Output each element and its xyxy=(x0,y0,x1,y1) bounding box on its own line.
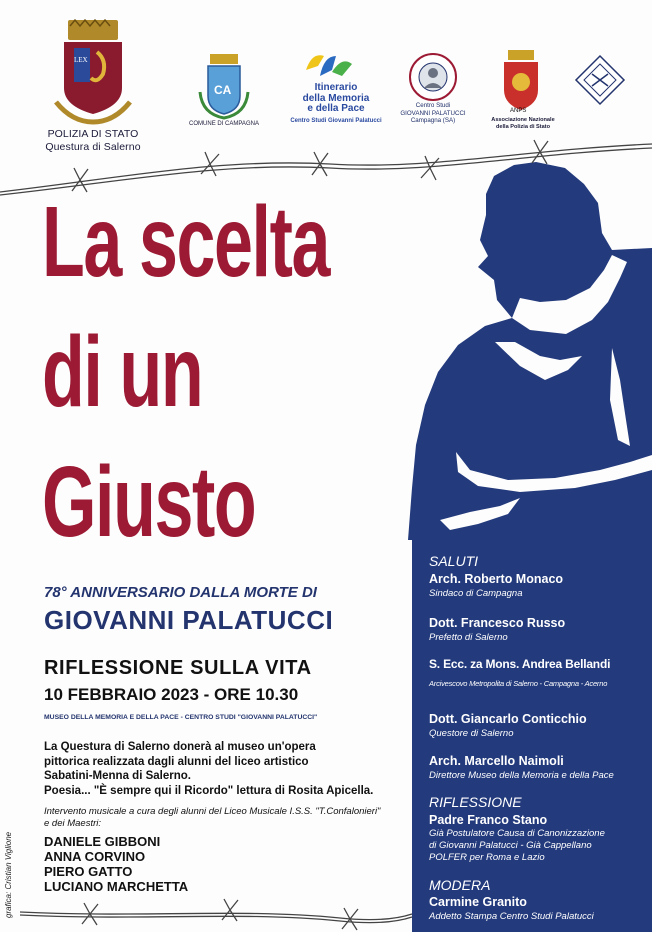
campagna-caption: COMUNE DI CAMPAGNA xyxy=(189,121,259,127)
reflector-role: POLFER per Roma e Lazio xyxy=(429,852,545,863)
anps-caption: Associazione Nazionale della Polizia di Stato xyxy=(491,117,555,130)
centro-studi-seal-logo xyxy=(406,52,460,102)
polizia-crest-logo xyxy=(52,18,134,126)
event-headline: RIFLESSIONE SULLA VITA xyxy=(44,657,312,679)
centro-studi-caption: Centro Studi GIOVANNI PALATUCCI Campagna (SA) xyxy=(400,102,466,124)
svg-text:LEX: LEX xyxy=(74,56,88,64)
section-riflessione: RIFLESSIONE xyxy=(429,794,522,810)
moderator-name: Carmine Granito xyxy=(429,895,527,909)
speaker-name: Dott. Giancarlo Conticchio xyxy=(429,712,587,726)
honoree-name: GIOVANNI PALATUCCI xyxy=(44,605,334,635)
itinerario-hands-logo xyxy=(302,50,354,84)
polizia-name: POLIZIA DI STATO xyxy=(47,128,139,140)
speaker-name: Dott. Francesco Russo xyxy=(429,616,566,630)
anniversary-text: 78° ANNIVERSARIO DALLA MORTE DI xyxy=(44,584,317,601)
speaker-role: Direttore Museo della Memoria e della Pace xyxy=(429,770,614,781)
speaker-role: Sindaco di Campagna xyxy=(429,588,523,599)
section-modera: MODERA xyxy=(429,877,491,893)
barbed-wire-bottom xyxy=(20,899,412,930)
svg-text:ANPS: ANPS xyxy=(510,108,527,114)
list-item: DANIELE GIBBONI xyxy=(44,834,161,849)
event-date: 10 FEBBRAIO 2023 - ORE 10.30 xyxy=(44,685,299,704)
speaker-role: Questore di Salerno xyxy=(429,728,514,739)
anps-crest-logo xyxy=(498,48,544,114)
title-line-2: di un xyxy=(42,316,203,428)
campagna-crest-logo xyxy=(198,52,250,120)
event-venue: MUSEO DELLA MEMORIA E DELLA PACE - CENTRO STUDI "GIOVANNI PALATUCCI" xyxy=(44,714,318,721)
speaker-role: Arcivescovo Metropolita di Salerno - Campagna - Acerno xyxy=(429,679,608,688)
title-line-3: Giusto xyxy=(42,446,256,558)
graphic-credit: grafica: Cristian Viglione xyxy=(4,831,13,918)
polizia-caption xyxy=(28,128,158,154)
list-item: PIERO GATTO xyxy=(44,864,133,879)
speaker-name: Arch. Roberto Monaco xyxy=(429,572,564,586)
speaker-role: Prefetto di Salerno xyxy=(429,632,508,643)
moderator-role: Addetto Stampa Centro Studi Palatucci xyxy=(429,911,594,922)
title-line-1: La scelta xyxy=(42,186,330,298)
event-description: La Questura di Salerno donerà al museo un'opera pittorica realizzata dagli alunni del liceo artistico Sabatini-Menna di Salerno. Poesia... "È sempre qui il Ricordo" lettura di Rosita Apicella. xyxy=(44,741,374,797)
itinerario-caption: Itinerario della Memoria e della Pace Centro Studi Giovanni Palatucci xyxy=(290,82,382,124)
reflector-name: Padre Franco Stano xyxy=(429,813,548,827)
reflector-role: di Giovanni Palatucci - Già Cappellano xyxy=(429,840,592,851)
maestri-list xyxy=(44,834,188,894)
diamond-emblem-logo xyxy=(572,52,628,110)
reflector-role: Già Postulatore Causa di Canonizzazione xyxy=(429,828,605,839)
list-item: LUCIANO MARCHETTA xyxy=(44,879,189,894)
questura-name: Questura di Salerno xyxy=(45,141,141,153)
speaker-name: Arch. Marcello Naimoli xyxy=(429,754,564,768)
section-saluti: SALUTI xyxy=(429,553,479,569)
svg-text:CA: CA xyxy=(214,83,232,97)
music-intro: Intervento musicale a cura degli alunni del Liceo Musicale I.S.S. "T.Confalonieri" e dei Maestri: xyxy=(44,806,381,829)
speaker-name: S. Ecc. za Mons. Andrea Bellandi xyxy=(429,657,611,671)
list-item: ANNA CORVINO xyxy=(44,849,146,864)
